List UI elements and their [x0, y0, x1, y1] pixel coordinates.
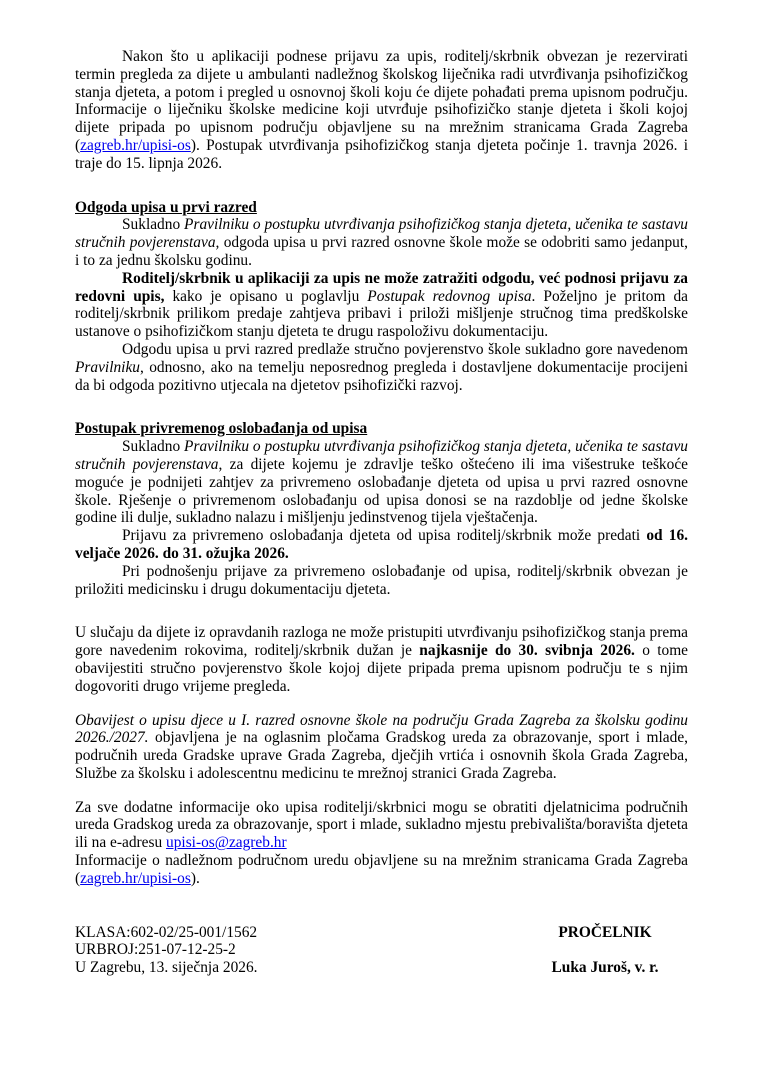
text-run: Prijavu za privremeno oslobađanja djeteta od upisa roditelj/skrbnik može predati [122, 527, 647, 545]
heading-odgoda-upisa [75, 199, 688, 217]
text-run: Postupak redovnog upisa [367, 287, 532, 305]
text-run: objavljena je na oglasnim pločama Gradskog ureda za obrazovanje, sport i mlade, područnih ureda Gradske uprave Grada Zagreba, dječjih vrtića i osnovnih škola Grada Zagreba, Službe za školsku i adolescentnu medicinu te mrežnoj stranici Grada Zagreba. [75, 729, 688, 782]
footer-signature-block [540, 924, 670, 977]
urbroj-line: URBROJ:251-07-12-25-2 [75, 941, 236, 959]
link-zagreb-hr-upisi-os-1[interactable]: zagreb.hr/upisi-os [80, 136, 191, 154]
footer-reference-block [75, 924, 258, 977]
text-run: kako je opisano u poglavlju [164, 287, 368, 305]
text-run: o tome obavijestiti stručno povjerenstvo škole kojoj dijete pripada prema upisnom području te s njim dogovoriti drugo vrijeme pregleda. [75, 642, 688, 695]
text-run: Pravilniku o postupku utvrđivanja psihofizičkog stanja djeteta, učenika te sastavu stručnih povjerenstava, [75, 216, 688, 252]
signatory-name: Luka Juroš, v. r. [551, 959, 659, 977]
text-run: Nakon što u aplikaciji podnese prijavu za upis, roditelj/skrbnik obvezan je rezervirati termin pregleda za dijete u ambulanti nadležnog školskog liječnika radi utvrđivanja psihofizičkog stanja djeteta, a potom i pregled u osnovnoj školi koju će dijete pohađati prema upisnom području. Informacije o liječniku školske medicine koji utvrđuje psihofizičko stanje djeteta i školi kojoj dijete pripada po upisnom području objavljene su na mrežnim stranicama Grada Zagreba ( [75, 48, 688, 154]
official-title: PROČELNIK [558, 923, 652, 941]
text-run: Pravilniku [75, 358, 140, 376]
paragraph [75, 48, 688, 173]
link-zagreb-hr-upisi-os-2[interactable]: zagreb.hr/upisi-os [80, 869, 191, 887]
footer [75, 924, 688, 977]
text-run: ). [190, 869, 200, 887]
text-run: odgoda upisa u prvi razred osnovne škole može se odobriti samo jedanput, i to za jednu školsku godinu. [75, 234, 688, 269]
text-run: U slučaju da dijete iz opravdanih razloga ne može pristupiti utvrđivanju psihofizičkog stanja prema gore navedenim rokovima, roditelj/skrbnik dužan je [75, 624, 688, 660]
document-body [75, 48, 688, 888]
paragraph [75, 527, 688, 563]
text-run: najkasnije do 30. svibnja 2026. [419, 642, 635, 660]
text-run: Pravilniku o postupku utvrđivanja psihofizičkog stanja djeteta, učenika te sastavu stručnih povjerenstava [75, 438, 688, 473]
text-run: Informacije o nadležnom područnom uredu objavljene su na mrežnim stranicama Grada Zagreba ( [75, 852, 688, 887]
paragraph [75, 341, 688, 394]
paragraph [75, 563, 688, 599]
text-run: , za dijete kojemu je zdravlje teško oštećeno ili ima višestruke teškoće moguće je podnijeti zahtjev za privremeno oslobađanje djeteta od upisa u prvi razred osnovne škole. Rješenje o privremenom oslobađanju od upisa donosi se na razdoblje od jedne školske godine ili dulje, sukladno nalazu i mišljenju jedinstvenog tijela vještačenja. [75, 455, 688, 527]
text-run: Sukladno [122, 438, 185, 456]
text-run: , odnosno, ako na temelju neposrednog pregleda i dostavljene dokumentacije procijeni da bi odgoda pozitivno utjecala na djetetov psihofizički razvoj. [75, 358, 688, 394]
text-run: Za sve dodatne informacije oko upisa roditelji/skrbnici mogu se obratiti djelatnicima područnih ureda Gradskog ureda za obrazovanje, sport i mlade, sukladno mjestu prebivališta/boravišta djeteta ili na e-adresu [75, 798, 688, 852]
paragraph [75, 216, 688, 269]
heading-text: Odgoda upisa u prvi razred [75, 198, 257, 216]
heading-text: Postupak privremenog oslobađanja od upisa [75, 420, 368, 438]
text-run: . Poželjno je pritom da roditelj/skrbnik prilikom predaje zahtjeva pribavi i priloži mišljenje stručnog tima predškolske ustanove o psihofizičkom stanju djeteta te drugu raspoloživu dokumentaciju. [75, 287, 688, 341]
text-run: od 16. veljače 2026. do 31. ožujka 2026. [75, 527, 688, 562]
text-run: ). Postupak utvrđivanja psihofizičkog stanja djeteta počinje 1. travnja 2026. i traje do 15. lipnja 2026. [75, 136, 688, 172]
text-run: Sukladno [122, 216, 185, 234]
text-run: Roditelj/skrbnik u aplikaciji za upis ne može zatražiti odgodu, već podnosi prijavu za redovni upis, [75, 269, 688, 305]
link-upisi-os-email[interactable]: upisi-os@zagreb.hr [166, 834, 287, 852]
paragraph [75, 712, 688, 783]
text-run: Obavijest o upisu djece u I. razred osnovne škole na području Grada Zagreba za školsku godinu 2026./2027. [75, 711, 688, 747]
paragraph [75, 624, 688, 695]
text-run: Pri podnošenju prijave za privremeno oslobađanje od upisa, roditelj/skrbnik obvezan je priložiti medicinsku i drugu dokumentaciju djeteta. [75, 562, 688, 598]
klasa-line: KLASA:602-02/25-001/1562 [75, 923, 258, 941]
paragraph [75, 852, 688, 888]
paragraph [75, 270, 688, 341]
paragraph [75, 799, 688, 852]
heading-postupak-privremenog-oslobadanja [75, 420, 688, 438]
text-run: Odgodu upisa u prvi razred predlaže stručno povjerenstvo škole sukladno gore navedenom [122, 340, 688, 358]
paragraph [75, 438, 688, 527]
place-date-line: U Zagrebu, 13. siječnja 2026. [75, 959, 258, 977]
